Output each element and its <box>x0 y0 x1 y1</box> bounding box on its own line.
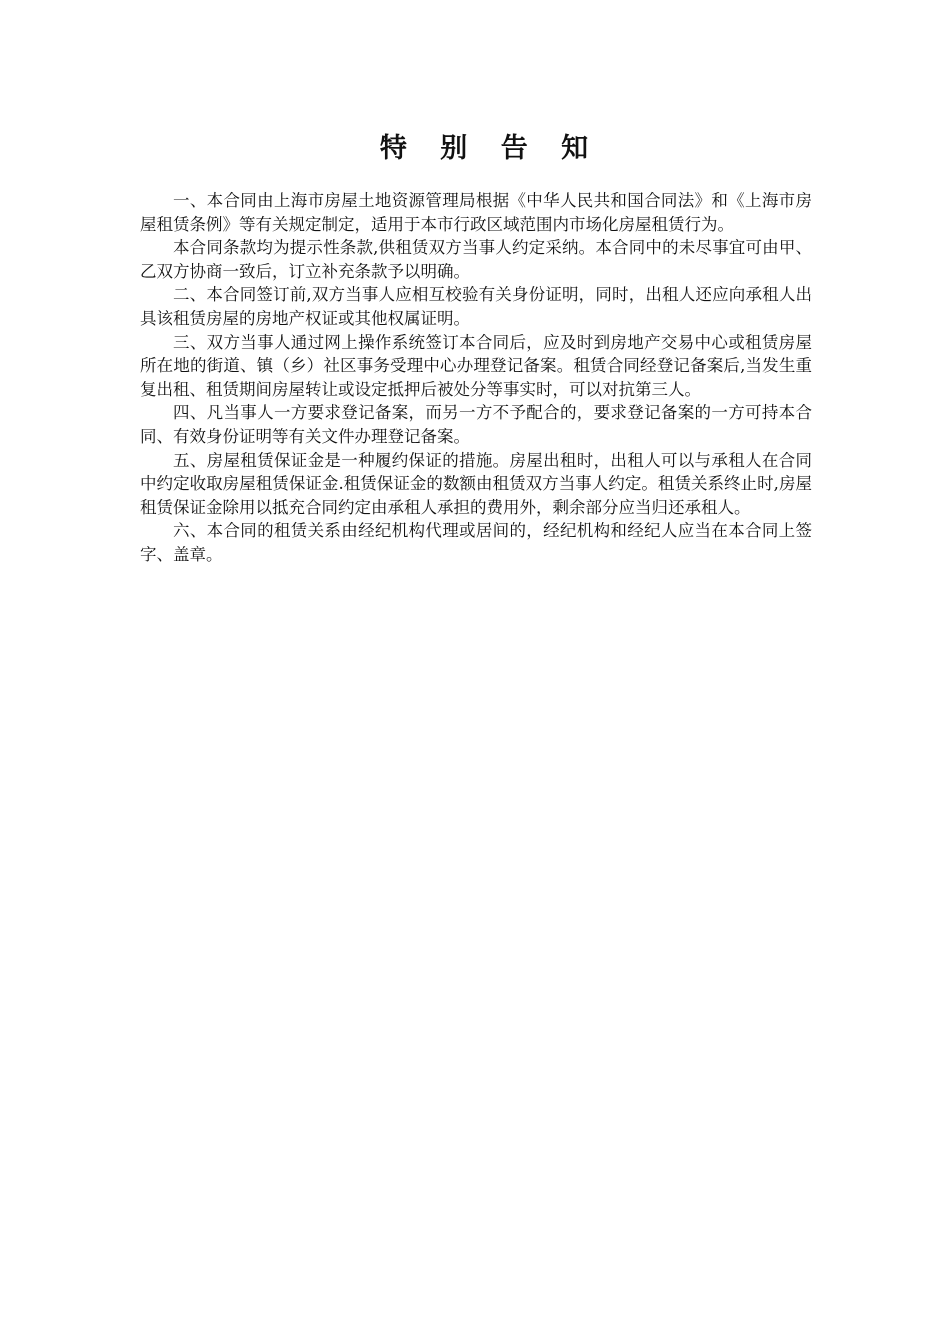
notice-body <box>140 189 812 567</box>
paragraph-6: 五、房屋租赁保证金是一种履约保证的措施。房屋出租时，出租人可以与承租人在合同中约定收取房屋租赁保证金.租赁保证金的数额由租赁双方当事人约定。租赁关系终止时,房屋租赁保证金除用以抵充合同约定由承租人承担的费用外，剩余部分应当归还承租人。 <box>140 450 812 517</box>
paragraph-7: 六、本合同的租赁关系由经纪机构代理或居间的，经纪机构和经纪人应当在本合同上签字、盖章。 <box>140 521 812 564</box>
page-title: 特 别 告 知 <box>379 133 601 164</box>
paragraph-3: 二、本合同签订前,双方当事人应相互校验有关身份证明，同时，出租人还应向承租人出具该租赁房屋的房地产权证或其他权属证明。 <box>140 285 812 328</box>
paragraph-2: 本合同条款均为提示性条款,供租赁双方当事人约定采纳。本合同中的未尽事宜可由甲、乙双方协商一致后，订立补充条款予以明确。 <box>140 238 812 281</box>
paragraph-1: 一、本合同由上海市房屋土地资源管理局根据《中华人民共和国合同法》和《上海市房屋租赁条例》等有关规定制定，适用于本市行政区域范围内市场化房屋租赁行为。 <box>140 191 812 234</box>
paragraph-4: 三、双方当事人通过网上操作系统签订本合同后，应及时到房地产交易中心或租赁房屋所在地的街道、镇（乡）社区事务受理中心办理登记备案。租赁合同经登记备案后,当发生重复出租、租赁期间房屋转让或设定抵押后被处分等事实时，可以对抗第三人。 <box>140 332 812 399</box>
paragraph-5: 四、凡当事人一方要求登记备案，而另一方不予配合的，要求登记备案的一方可持本合同、有效身份证明等有关文件办理登记备案。 <box>140 403 812 446</box>
